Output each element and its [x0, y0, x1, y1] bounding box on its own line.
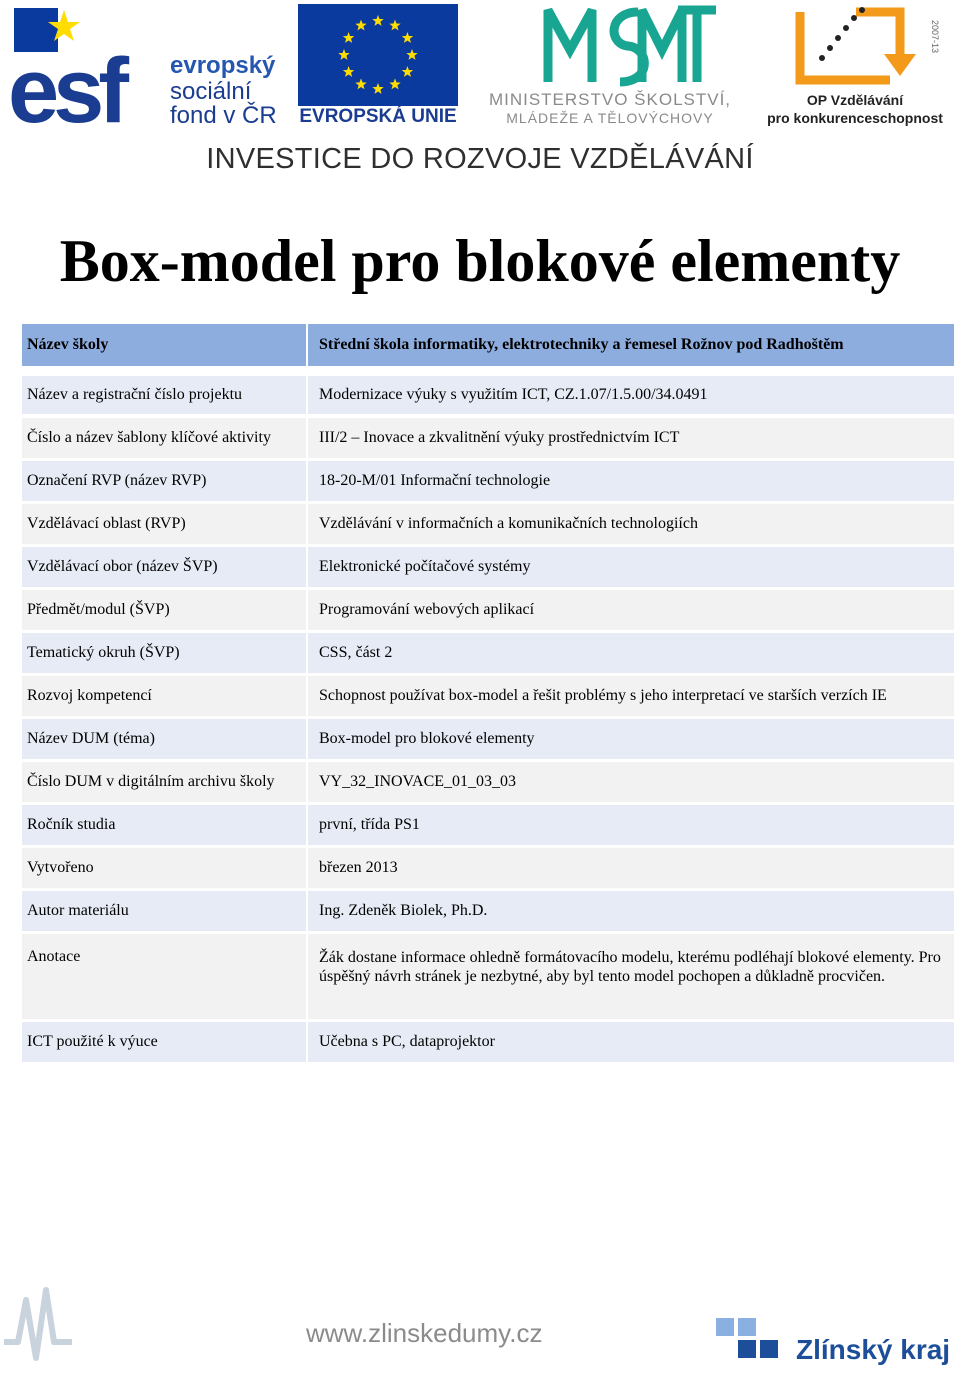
- row-value: Učebna s PC, dataprojektor: [308, 1022, 954, 1062]
- row-label: Název a registrační číslo projektu: [22, 376, 306, 414]
- table-row: [22, 324, 954, 366]
- eu-label: EVROPSKÁ UNIE: [299, 106, 457, 127]
- table-row: [22, 504, 954, 544]
- row-label: Anotace: [22, 934, 306, 1019]
- row-label: Číslo DUM v digitálním archivu školy: [22, 762, 306, 802]
- esf-word-3: fond v ČR: [170, 102, 277, 129]
- msmt-logo: [470, 0, 750, 130]
- zlinsky-kraj-mark-icon: [716, 1318, 796, 1372]
- row-value: Žák dostane informace ohledně formátovacího modelu, kterému podléhají blokové elementy. Pro úspěšný návrh stránek je nezbytné, aby byl tento model pochopen a důkladně procvičen.: [308, 934, 954, 1019]
- row-label: Číslo a název šablony klíčové aktivity: [22, 418, 306, 458]
- msmt-mark-icon: [470, 0, 750, 90]
- op-mark-icon: [760, 0, 950, 90]
- row-label: Vzdělávací obor (název ŠVP): [22, 547, 306, 587]
- row-label: Vzdělávací oblast (RVP): [22, 504, 306, 544]
- table-row: [22, 676, 954, 716]
- row-label: Označení RVP (název RVP): [22, 461, 306, 501]
- zlinskedumy-link[interactable]: www.zlinskedumy.cz: [306, 1318, 543, 1348]
- row-value: Střední škola informatiky, elektrotechniky a řemesel Rožnov pod Radhoštěm: [308, 324, 954, 366]
- row-value: CSS, část 2: [308, 633, 954, 673]
- row-value: Modernizace výuky s využitím ICT, CZ.1.07/1.5.00/34.0491: [308, 376, 954, 414]
- row-label: ICT použité k výuce: [22, 1022, 306, 1062]
- row-value: Schopnost používat box-model a řešit problémy s jeho interpretací ve starších verzích IE: [308, 676, 954, 716]
- esf-mark-icon: [8, 4, 170, 126]
- table-row: [22, 891, 954, 931]
- eu-flag-icon: [298, 4, 458, 106]
- table-row: [22, 590, 954, 630]
- esf-logo: [8, 4, 288, 129]
- page-title: Box-model pro blokové elementy: [59, 228, 901, 294]
- table-row: [22, 1022, 954, 1062]
- row-value: Box-model pro blokové elementy: [308, 719, 954, 759]
- row-value: 18-20-M/01 Informační technologie: [308, 461, 954, 501]
- table-row: [22, 461, 954, 501]
- row-label: Název školy: [22, 324, 306, 366]
- table-row: [22, 418, 954, 458]
- table-row: [22, 762, 954, 802]
- table-row: [22, 719, 954, 759]
- eu-logo: [298, 4, 458, 126]
- msmt-line-1: MINISTERSTVO ŠKOLSTVÍ,: [488, 90, 732, 109]
- zlinsky-kraj-label: Zlínský kraj: [796, 1334, 951, 1365]
- zlin-dumy-mark-icon: [0, 1280, 80, 1375]
- esf-word-2: sociální: [170, 78, 252, 105]
- row-label: Předmět/modul (ŠVP): [22, 590, 306, 630]
- row-value: Ing. Zdeněk Biolek, Ph.D.: [308, 891, 954, 931]
- row-value: Programování webových aplikací: [308, 590, 954, 630]
- table-row: [22, 633, 954, 673]
- row-value: první, třída PS1: [308, 805, 954, 845]
- row-label: Autor materiálu: [22, 891, 306, 931]
- row-value: březen 2013: [308, 848, 954, 888]
- row-value: Elektronické počítačové systémy: [308, 547, 954, 587]
- row-label: Vytvořeno: [22, 848, 306, 888]
- table-row: [22, 848, 954, 888]
- row-label: Ročník studia: [22, 805, 306, 845]
- row-label: Tematický okruh (ŠVP): [22, 633, 306, 673]
- row-value: III/2 – Inovace a zkvalitnění výuky prostřednictvím ICT: [308, 418, 954, 458]
- msmt-line-2: MLÁDEŽE A TĚLOVÝCHOVY: [506, 110, 714, 126]
- op-line-1: OP Vzdělávání: [806, 92, 904, 108]
- zlinsky-kraj-logo: [716, 1318, 951, 1372]
- row-value: VY_32_INOVACE_01_03_03: [308, 762, 954, 802]
- op-year: 2007-13: [930, 20, 940, 54]
- logo-bar: [0, 0, 960, 190]
- table-row: [22, 805, 954, 845]
- esf-word-1: evropský: [170, 52, 276, 79]
- op-line-2: pro konkurenceschopnost: [767, 110, 943, 126]
- row-label: Rozvoj kompetencí: [22, 676, 306, 716]
- row-value: Vzdělávání v informačních a komunikačních technologiích: [308, 504, 954, 544]
- table-row: [22, 934, 954, 1019]
- row-label: Název DUM (téma): [22, 719, 306, 759]
- svg-text:esf: esf: [8, 40, 123, 126]
- table-row: [22, 376, 954, 414]
- op-logo: [760, 0, 950, 130]
- footer: [0, 1280, 960, 1375]
- table-row: [22, 547, 954, 587]
- investice-banner: INVESTICE DO ROZVOJE VZDĚLÁVÁNÍ: [206, 143, 754, 175]
